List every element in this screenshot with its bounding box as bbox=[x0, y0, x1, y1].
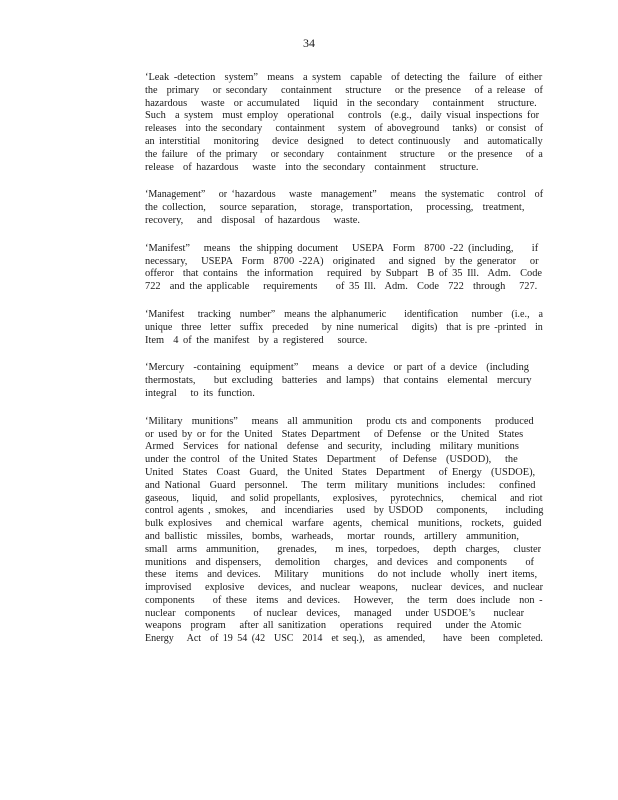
text-line: or used by or for the United States Department of Defense or the United States bbox=[145, 428, 524, 440]
text-line: releases into the secondary containment system of aboveground tanks) or consist of bbox=[145, 123, 544, 135]
definition-management bbox=[145, 189, 543, 227]
text-line: small arms ammunition, grenades, m ines, torpedoes, depth charges, cluster bbox=[145, 543, 542, 555]
text-line: Such a system must employ operational controls (e.g., daily visual inspections for bbox=[145, 110, 540, 122]
text-line: Energy Act of 19 54 (42 USC 2014 et seq.), as amended, have been completed. bbox=[145, 633, 543, 645]
text-line: United States Coast Guard, the United States Department of Energy (USDOE), bbox=[145, 466, 536, 478]
definitions-body bbox=[145, 72, 543, 661]
text-line: gaseous, liquid, and solid propellants, explosives, pyrotechnics, chemical and riot bbox=[145, 492, 543, 504]
text-line: under the control of the United States Department of Defense (USDOD), the bbox=[145, 454, 518, 466]
text-line: munitions and dispensers, demolition charges, and devices and components of bbox=[145, 556, 535, 568]
text-line: and ballistic missiles, bombs, warheads, mortar rounds, artillery ammunition, bbox=[145, 530, 519, 542]
text-line: Armed Services for national defense and security, including military munitions bbox=[145, 441, 519, 453]
text-line: control agents , smokes, and incendiaries used by USDOD components, including bbox=[145, 505, 544, 517]
text-line: improvised explosive devices, and nuclear weapons, nuclear devices, and nuclear bbox=[145, 582, 544, 594]
text-line: nuclear components of nuclear devices, managed under USDOE’s nuclear bbox=[145, 607, 525, 619]
text-line: necessary, USEPA Form 8700 -22A) originated and signed by the generator or bbox=[145, 255, 539, 267]
page-number: 34 bbox=[303, 36, 315, 50]
text-line: ‘Manifest tracking number” means the alphanumeric identification number (i.e., a bbox=[145, 308, 544, 320]
text-line: bulk explosives and chemical warfare agents, chemical munitions, rockets, guided bbox=[145, 518, 542, 530]
text-line: offeror that contains the information required by Subpart B of 35 Ill. Adm. Code bbox=[145, 268, 543, 280]
definition-manifest-tracking-number bbox=[145, 309, 543, 347]
text-line: weapons program after all sanitization operations required under the Atomic bbox=[145, 620, 522, 632]
definition-military-munitions bbox=[145, 416, 543, 646]
text-line: unique three letter suffix preceded by nine numerical digits) that is pre -printed in bbox=[145, 321, 543, 333]
text-line: components of these items and devices. However, the term does include non - bbox=[145, 594, 543, 606]
text-line: 722 and the applicable requirements of 35 Ill. Adm. Code 722 through 727. bbox=[145, 281, 538, 293]
text-line: ‘Military munitions” means all ammunition produ cts and components produced bbox=[145, 415, 534, 427]
text-line: the collection, source separation, storage, transportation, processing, treatment, bbox=[145, 202, 525, 214]
text-line: ‘Manifest” means the shipping document USEPA Form 8700 -22 (including, if bbox=[145, 242, 539, 254]
text-line: recovery, and disposal of hazardous waste. bbox=[145, 214, 360, 226]
text-line: the failure of the primary or secondary containment structure or the presence of a bbox=[145, 148, 543, 160]
definition-leak-detection-system bbox=[145, 72, 543, 174]
definition-manifest bbox=[145, 243, 543, 294]
text-line: ‘Management” or ‘hazardous waste management” means the systematic control of bbox=[145, 189, 544, 201]
text-line: integral to its function. bbox=[145, 387, 255, 399]
text-line: hazardous waste or accumulated liquid in the secondary containment structure. bbox=[145, 97, 537, 109]
text-line: ‘Mercury -containing equipment” means a device or part of a device (including bbox=[145, 362, 529, 374]
text-line: release of hazardous waste into the secondary containment structure. bbox=[145, 161, 479, 173]
text-line: these items and devices. Military munitions do not include wholly inert items, bbox=[145, 569, 538, 581]
definition-mercury-containing-equipment bbox=[145, 362, 543, 400]
text-line: the primary or secondary containment structure or the presence of a release of bbox=[145, 84, 543, 96]
text-line: an interstitial monitoring device designed to detect continuously and automatically bbox=[145, 135, 543, 147]
text-line: and National Guard personnel. The term military munitions includes: confined bbox=[145, 479, 536, 491]
text-line: Item 4 of the manifest by a registered source. bbox=[145, 334, 368, 346]
text-line: ‘Leak -detection system” means a system capable of detecting the failure of either bbox=[145, 72, 543, 83]
text-line: thermostats, but excluding batteries and lamps) that contains elemental mercury bbox=[145, 375, 532, 387]
